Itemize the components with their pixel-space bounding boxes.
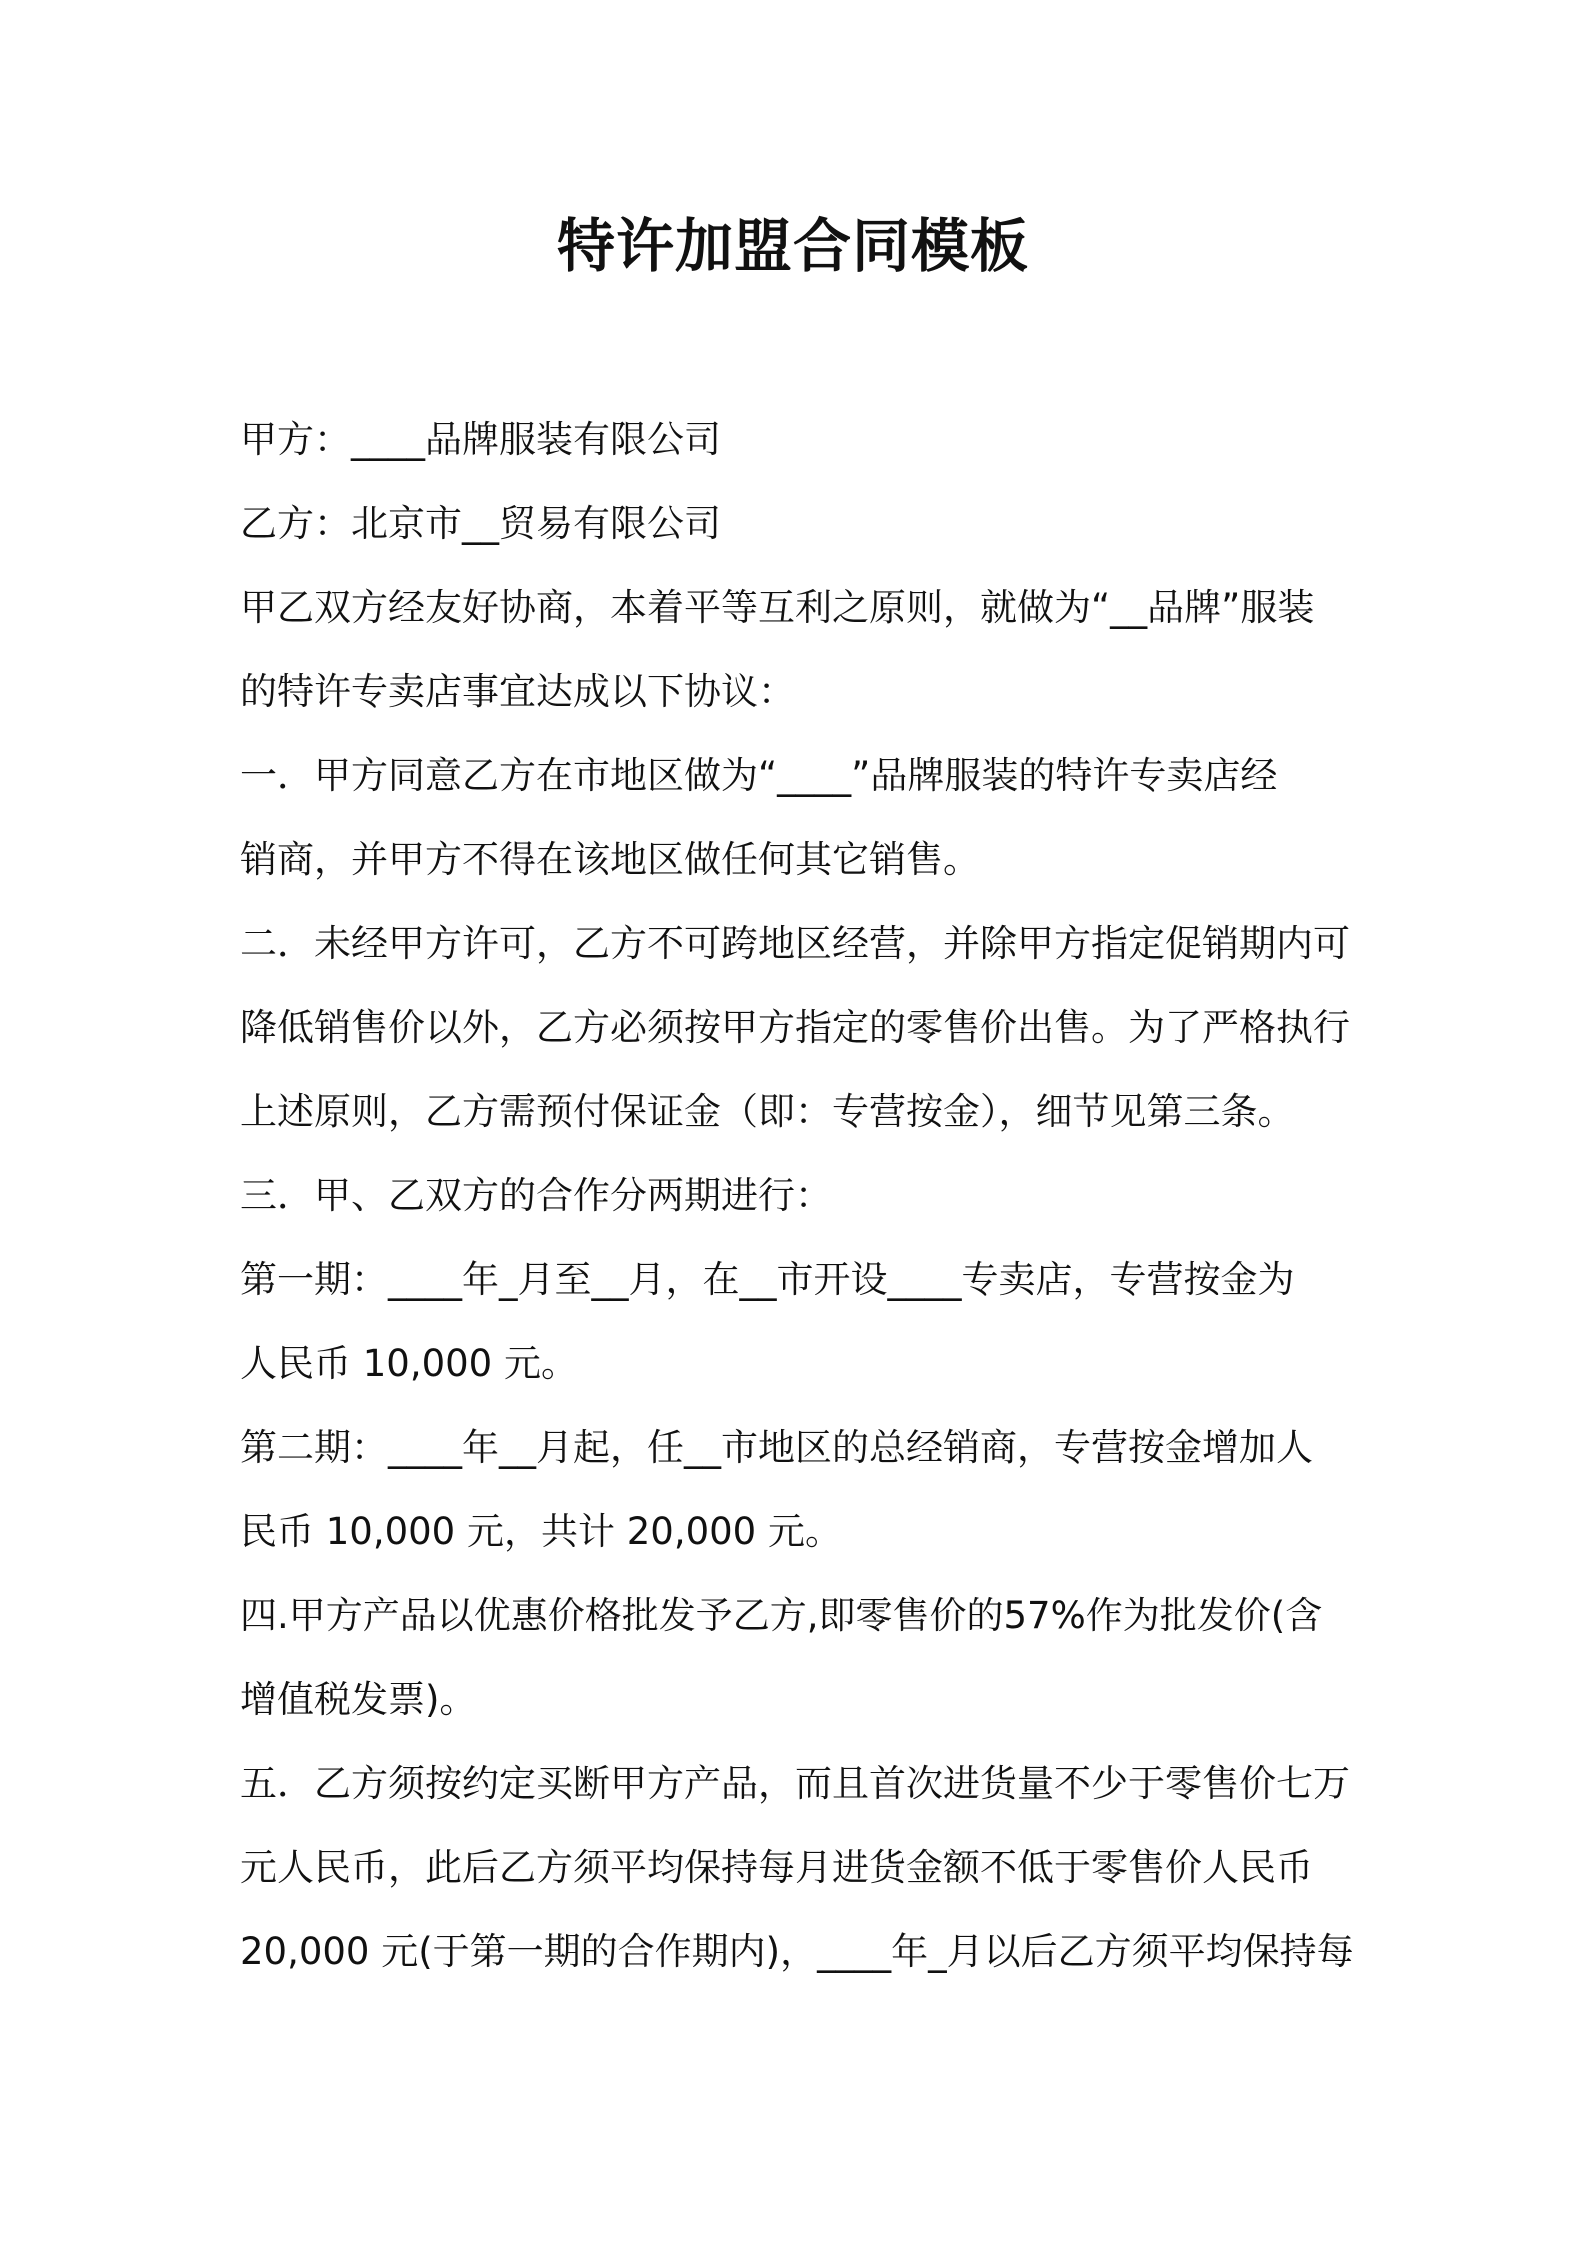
paragraph-line: 甲乙双方经友好协商，本着平等互利之原则，就做为“__品牌”服装 [240,586,1315,629]
paragraph-line: 民币 10,000 元，共计 20,000 元。 [240,1510,842,1553]
paragraph-line: 增值税发票)。 [240,1678,477,1721]
clause-3 [240,1154,1360,1238]
paragraph-line: 上述原则，乙方需预付保证金（即：专营按金），细节见第三条。 [240,1090,1295,1133]
paragraph-line: 第二期：____年__月起，任__市地区的总经销商，专营按金增加人 [240,1426,1313,1469]
document-body [240,398,1360,1994]
paragraph-line: 元人民币，此后乙方须平均保持每月进货金额不低于零售价人民币 [240,1846,1313,1889]
paragraph-line: 四.甲方产品以优惠价格批发予乙方,即零售价的57%作为批发价(含 [240,1594,1323,1637]
paragraph-line: 二．未经甲方许可，乙方不可跨地区经营，并除甲方指定促销期内可 [240,922,1350,965]
clause-2 [240,902,1360,1154]
paragraph-line: 20,000 元(于第一期的合作期内)，____年_月以后乙方须平均保持每 [240,1930,1354,1973]
clause-5 [240,1742,1360,1994]
phase-2 [240,1406,1360,1574]
paragraph-line: 降低销售价以外，乙方必须按甲方指定的零售价出售。为了严格执行 [240,1006,1350,1049]
intro-paragraph [240,566,1360,734]
paragraph-line: 一．甲方同意乙方在市地区做为“____”品牌服装的特许专卖店经 [240,754,1278,797]
clause-1 [240,734,1360,902]
party-a-line: 甲方：____品牌服装有限公司 [240,418,721,461]
paragraph-line: 第一期：____年_月至__月，在__市开设____专卖店，专营按金为 [240,1258,1295,1301]
paragraph-line: 三．甲、乙双方的合作分两期进行： [240,1174,832,1217]
document-title: 特许加盟合同模板 [556,212,1029,280]
paragraph-line: 五．乙方须按约定买断甲方产品，而且首次进货量不少于零售价七万 [240,1762,1350,1805]
clause-4 [240,1574,1360,1742]
paragraph-line: 销商，并甲方不得在该地区做任何其它销售。 [240,838,980,881]
party-b-line: 乙方：北京市__贸易有限公司 [240,502,721,545]
paragraph-line: 的特许专卖店事宜达成以下协议： [240,670,795,713]
phase-1 [240,1238,1360,1406]
paragraph-line: 人民币 10,000 元。 [240,1342,578,1385]
